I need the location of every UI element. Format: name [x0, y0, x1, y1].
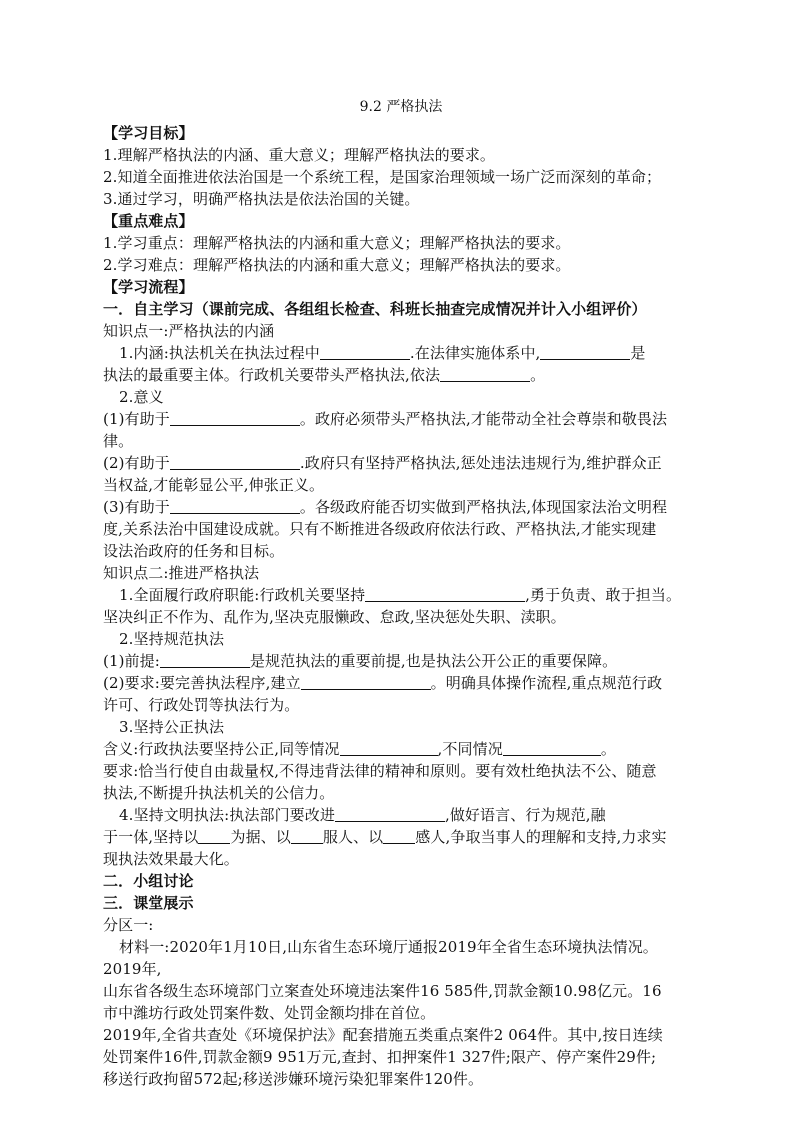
- blank-field[interactable]: [320, 343, 410, 360]
- kp2-item-3-cont: 执法,不断提升执法机关的公信力。: [103, 784, 335, 802]
- blank-field[interactable]: [170, 453, 300, 470]
- blank-field[interactable]: [160, 651, 250, 668]
- kp1-yiyi-2-cont: 当权益,才能彰显公平,伸张正义。: [103, 476, 325, 494]
- kp2-item-2-cont: 许可、行政处罚等执法行为。: [103, 696, 300, 714]
- material-line: 材料一:2020年1月10日,山东省生态环境厅通报2019年全省生态环境执法情况。: [119, 938, 658, 956]
- material-line: 2019年,: [103, 960, 162, 978]
- goal-item: 3.通过学习，明确严格执法是依法治国的关键。: [103, 190, 420, 208]
- kp1-yiyi-3-cont: 设法治政府的任务和目标。: [103, 542, 285, 560]
- material-line: 处罚案件16件,罚款金额9 951万元,查封、扣押案件1 327件;限产、停产案件29件;: [103, 1048, 657, 1066]
- kp2-item-1: 1.全面履行政府职能:行政机关要坚持 ,勇于负责、敢于担当。: [119, 586, 682, 604]
- kp1-yiyi-1-cont: 律。: [103, 432, 134, 450]
- blank-field[interactable]: [170, 409, 300, 426]
- kp1-yiyi-3-cont: 度,关系法治中国建设成就。只有不断推进各级政府依法行政、严格执法,才能实现建: [103, 520, 657, 538]
- kp2-item-4-cont: 于一体,坚持以 为据、以 服人、以 感人,争取当事人的理解和支持,力求实: [103, 828, 667, 846]
- kp1-heading: 知识点一:严格执法的内涵: [103, 322, 275, 340]
- section-self-study: 一．自主学习（课前完成、各组组长检查、科班长抽查完成情况并计入小组评价）: [103, 300, 647, 318]
- blank-field[interactable]: [170, 497, 300, 514]
- kp1-yiyi-3: (3)有助于 。各级政府能否切实做到严格执法,体现国家法治文明程: [103, 498, 668, 516]
- blank-field[interactable]: [198, 827, 230, 844]
- material-line: 市中潍坊行政处罚案件数、处罚金额均排在首位。: [103, 1004, 436, 1022]
- kp2-item-3-requirement: 要求:恰当行使自由裁量权,不得违背法律的精神和原则。要有效杜绝执法不公、随意: [103, 762, 657, 780]
- material-line: 2019年,全省共查处《环境保护法》配套措施五类重点案件2 064件。其中,按日连续: [103, 1026, 663, 1044]
- worksheet-page: [103, 96, 699, 1090]
- flow-heading: 【学习流程】: [103, 278, 194, 296]
- kp2-item-4: 4.坚持文明执法:执法部门要改进 ,做好语言、行为规范,融: [119, 806, 606, 824]
- material-line: 山东省各级生态环境部门立案查处环境违法案件16 585件,罚款金额10.98亿元。16: [103, 982, 662, 1000]
- blank-field[interactable]: [383, 827, 415, 844]
- goal-item: 1.理解严格执法的内涵、重大意义；理解严格执法的要求。: [103, 146, 496, 164]
- kp2-item-4-cont: 现执法效果最大化。: [103, 850, 239, 868]
- page-title: 9.2 严格执法: [359, 99, 443, 115]
- blank-field[interactable]: [291, 827, 323, 844]
- goals-heading: 【学习目标】: [103, 124, 194, 142]
- section-group-discussion: 二．小组讨论: [103, 872, 194, 890]
- zone-label: 分区一:: [103, 916, 154, 934]
- kp2-item-2: 2.坚持规范执法: [119, 630, 225, 648]
- kp2-heading: 知识点二:推进严格执法: [103, 564, 260, 582]
- blank-field[interactable]: [365, 585, 525, 602]
- kp1-neihan-line: 执法的最重要主体。行政机关要带头严格执法,依法 。: [103, 366, 546, 384]
- kp2-item-3-meaning: 含义:行政执法要坚持公正,同等情况 ,不同情况 。: [103, 740, 616, 758]
- kp1-yiyi-label: 2.意义: [119, 388, 164, 406]
- blank-field[interactable]: [503, 739, 601, 756]
- kp2-item-2-requirement: (2)要求:要完善执法程序,建立 。明确具体操作流程,重点规范行政: [103, 674, 663, 692]
- section-class-show: 三．课堂展示: [103, 894, 194, 912]
- kp2-item-2-premise: (1)前提: 是规范执法的重要前提,也是执法公开公正的重要保障。: [103, 652, 618, 670]
- kp1-yiyi-2: (2)有助于 .政府只有坚持严格执法,惩处违法违规行为,维护群众正: [103, 454, 662, 472]
- blank-field[interactable]: [540, 343, 630, 360]
- key-heading: 【重点难点】: [103, 212, 194, 230]
- key-point-item: 1.学习重点：理解严格执法的内涵和重大意义；理解严格执法的要求。: [103, 234, 571, 252]
- blank-field[interactable]: [340, 739, 438, 756]
- blank-field[interactable]: [301, 673, 431, 690]
- blank-field[interactable]: [440, 365, 530, 382]
- kp1-yiyi-1: (1)有助于 。政府必须带头严格执法,才能带动全社会尊崇和敬畏法: [103, 410, 668, 428]
- goal-item: 2.知道全面推进依法治国是一个系统工程，是国家治理领域一场广泛而深刻的革命；: [103, 168, 662, 186]
- kp1-neihan-line: 1.内涵:执法机关在执法过程中 .在法律实施体系中, 是: [119, 344, 646, 362]
- kp2-item-1-cont: 坚决纠正不作为、乱作为,坚决克服懒政、怠政,坚决惩处失职、渎职。: [103, 608, 566, 626]
- blank-field[interactable]: [335, 805, 445, 822]
- material-line: 移送行政拘留572起;移送涉嫌环境污染犯罪案件120件。: [103, 1070, 484, 1088]
- kp2-item-3: 3.坚持公正执法: [119, 718, 225, 736]
- key-point-item: 2.学习难点：理解严格执法的内涵和重大意义；理解严格执法的要求。: [103, 256, 571, 274]
